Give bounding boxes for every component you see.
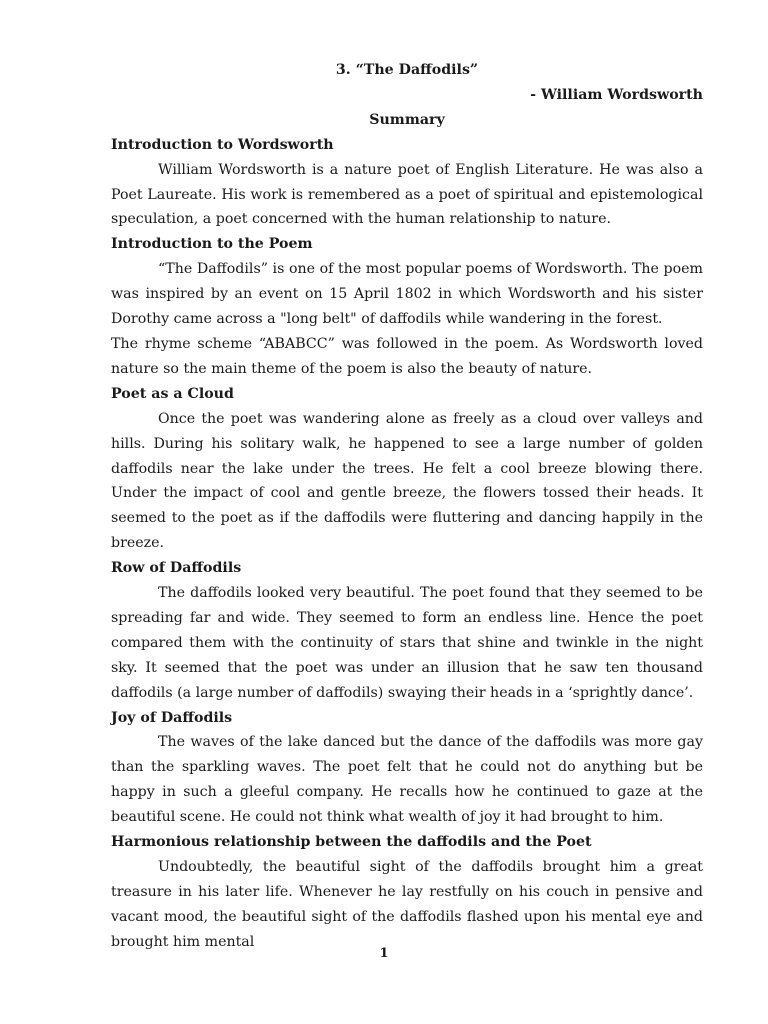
- document-title: 3. “The Daffodils”: [335, 62, 479, 78]
- document-author: - William Wordsworth: [530, 86, 703, 103]
- section-heading-joy-daffodils: Joy of Daffodils: [111, 709, 233, 726]
- page-number: 1: [379, 946, 389, 961]
- document-page: [111, 58, 703, 955]
- paragraph-rhyme-scheme: The rhyme scheme “ABABCC” was followed in the poem. As Wordsworth loved nature so the main theme of the poem is also the beauty of nature.: [111, 335, 703, 377]
- section-heading-intro-wordsworth: Introduction to Wordsworth: [111, 136, 334, 153]
- paragraph-harmonious-relationship: Undoubtedly, the beautiful sight of the daffodils brought him a great treasure in his later life. Whenever he lay restfully on his couch in pensive and vacant mood, the beautiful sight of the daffodils flashed upon his mental eye and brought him mental: [111, 859, 703, 950]
- paragraph-intro-wordsworth: William Wordsworth is a nature poet of English Literature. He was also a Poet Laureate. His work is remembered as a poet of spiritual and epistemological speculation, a poet concerned with the human relationship to nature.: [111, 161, 703, 228]
- summary-heading: Summary: [369, 111, 445, 128]
- section-heading-poet-cloud: Poet as a Cloud: [111, 385, 234, 402]
- section-heading-intro-poem: Introduction to the Poem: [111, 236, 313, 253]
- section-heading-row-daffodils: Row of Daffodils: [111, 560, 242, 577]
- paragraph-row-daffodils: The daffodils looked very beautiful. The poet found that they seemed to be spreading far and wide. They seemed to form an endless line. Hence the poet compared them with the continuity of stars that shine and twinkle in the night sky. It seemed that the poet was under an illusion that he saw ten thousand daffodils (a large number of daffodils) swaying their heads in a ‘sprightly dance’.: [111, 585, 703, 701]
- paragraph-poet-cloud: Once the poet was wandering alone as freely as a cloud over valleys and hills. During his solitary walk, he happened to see a large number of golden daffodils near the lake under the trees. He felt a cool breeze blowing there. Under the impact of cool and gentle breeze, the flowers tossed their heads. It seemed to the poet as if the daffodils were fluttering and dancing happily in the breeze.: [111, 410, 703, 552]
- section-heading-harmonious-relationship: Harmonious relationship between the daffodils and the Poet: [111, 834, 592, 851]
- paragraph-joy-daffodils: The waves of the lake danced but the dance of the daffodils was more gay than the sparkling waves. The poet felt that he could not do anything but be happy in such a gleeful company. He recalls how he continued to gaze at the beautiful scene. He could not think what wealth of joy it had brought to him.: [111, 734, 703, 826]
- paragraph-intro-poem: “The Daffodils” is one of the most popular poems of Wordsworth. The poem was inspired by an event on 15 April 1802 in which Wordsworth and his sister Dorothy came across a "long belt" of daffodils while wandering in the forest.: [111, 261, 703, 328]
